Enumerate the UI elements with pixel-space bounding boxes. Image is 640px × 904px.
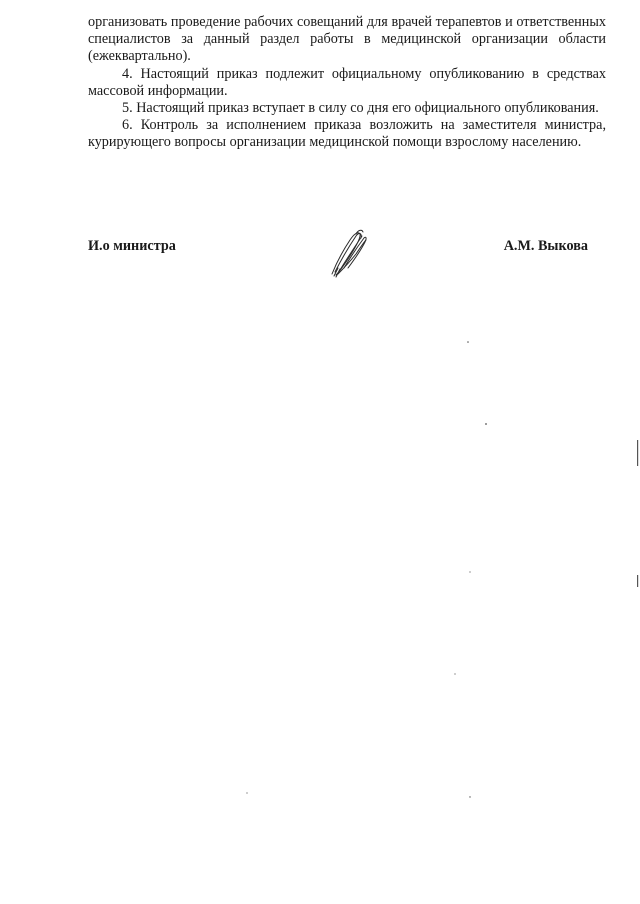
document-body xyxy=(88,14,606,152)
signatory-title: И.о министра xyxy=(88,238,176,254)
signature-block xyxy=(88,238,588,278)
paragraph-item-4: 4. Настоящий приказ подлежит официальному опубликованию в средствах массовой информации. xyxy=(88,65,606,99)
paragraph-continuation: организовать проведение рабочих совещаний для врачей терапевтов и ответственных специалистов за данный раздел работы в медицинской организации области (ежеквартально). xyxy=(88,14,606,65)
paragraph-item-6: 6. Контроль за исполнением приказа возложить на заместителя министра, курирующего вопросы организации медицинской помощи взрослому населению. xyxy=(88,117,606,151)
handwritten-signature xyxy=(326,228,374,280)
paragraph-item-5: 5. Настоящий приказ вступает в силу со дня его официального опубликования. xyxy=(122,100,599,117)
signatory-name: А.М. Выкова xyxy=(503,238,588,254)
